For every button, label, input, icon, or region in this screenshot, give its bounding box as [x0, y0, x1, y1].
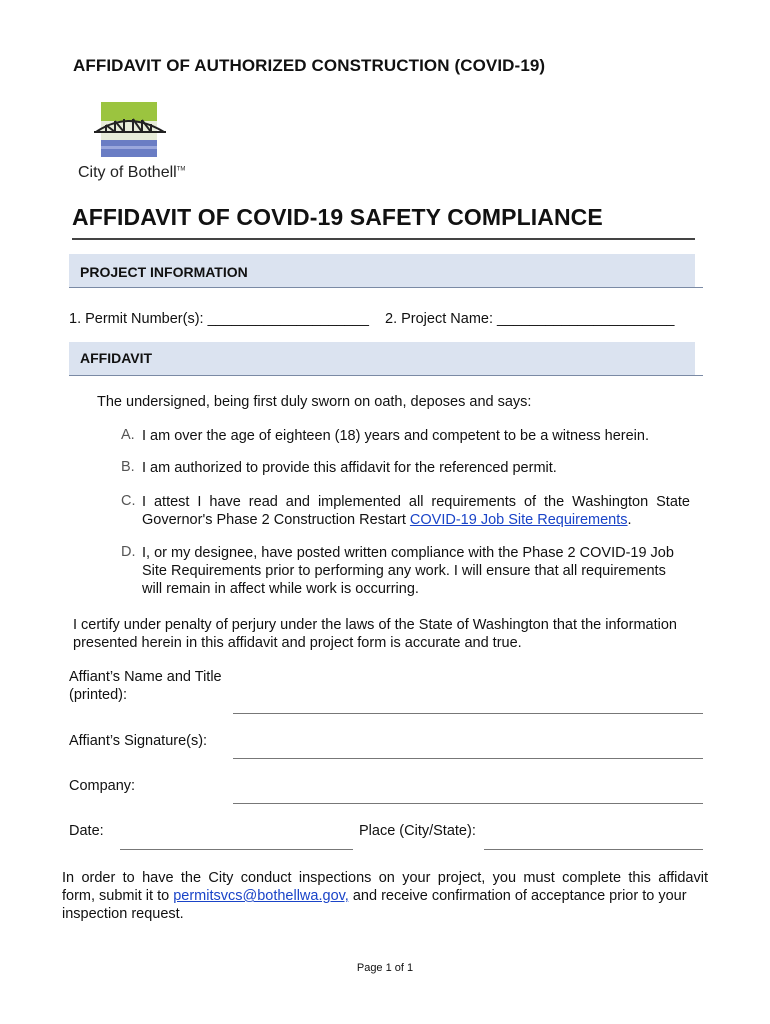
logo-green-block: [101, 102, 157, 121]
affidavit-divider: [69, 375, 703, 376]
permit-email-link[interactable]: permitsvcs@bothellwa.gov,: [173, 888, 349, 904]
item-b-letter: B.: [121, 459, 135, 475]
logo-text: City of Bothell™: [78, 164, 186, 181]
project-name-blank[interactable]: ______________________: [497, 311, 675, 327]
affidavit-band: [69, 342, 695, 375]
affidavit-heading: AFFIDAVIT: [80, 350, 153, 366]
covid-requirements-link[interactable]: COVID-19 Job Site Requirements: [409, 512, 628, 528]
notice-line1: In order to have the City conduct inspections on your project, you must complete this affidavit: [62, 870, 708, 886]
page-title: AFFIDAVIT OF COVID-19 SAFETY COMPLIANCE: [72, 204, 603, 230]
certify-line2: presented herein in this affidavit and project form is accurate and true.: [73, 635, 522, 651]
page-number: Page 1 of 1: [356, 962, 414, 974]
affiant-signature-line[interactable]: [233, 758, 703, 759]
affiant-signature-label: Affiant’s Signature(s):: [69, 733, 208, 749]
date-label: Date:: [69, 823, 104, 839]
form-header-title: AFFIDAVIT OF AUTHORIZED CONSTRUCTION (COVID-19): [73, 56, 546, 75]
item-c-letter: C.: [121, 493, 136, 509]
item-a-letter: A.: [121, 427, 135, 443]
item-c-line1: I attest I have read and implemented all requirements of the Washington State: [142, 494, 690, 510]
affidavit-intro: The undersigned, being first duly sworn on oath, deposes and says:: [97, 394, 532, 410]
item-b-text: I am authorized to provide this affidavit for the referenced permit.: [142, 460, 557, 476]
title-divider: [72, 238, 695, 240]
permit-number-blank[interactable]: ____________________: [207, 311, 369, 327]
item-d-line2: Site Requirements prior to performing any work. I will ensure that all requirements: [142, 563, 666, 579]
item-d-letter: D.: [121, 544, 136, 560]
project-info-heading: PROJECT INFORMATION: [80, 264, 248, 280]
affiant-name-label: Affiant’s Name and Title: [69, 669, 222, 685]
project-name-label: 2. Project Name:: [385, 311, 493, 327]
project-info-divider: [69, 287, 703, 288]
item-a-text: I am over the age of eighteen (18) years and competent to be a witness herein.: [142, 428, 649, 444]
certify-line1: I certify under penalty of perjury under the laws of the State of Washington that the information: [73, 617, 677, 633]
notice-line2: form, submit it to permitsvcs@bothellwa.gov, and receive confirmation of acceptance prior to your: [62, 888, 687, 904]
company-label: Company:: [69, 778, 136, 794]
place-label: Place (City/State):: [359, 823, 476, 839]
notice-line3: inspection request.: [62, 906, 184, 922]
company-line[interactable]: [233, 803, 703, 804]
project-name-field[interactable]: [385, 311, 674, 327]
date-line[interactable]: [120, 849, 353, 850]
permit-number-field[interactable]: [69, 311, 369, 327]
item-c-line2: Governor's Phase 2 Construction Restart COVID-19 Job Site Requirements.: [142, 512, 632, 528]
item-d-line3: will remain in affect while work is occurring.: [142, 581, 419, 597]
affiant-name-line[interactable]: [233, 713, 703, 714]
affiant-name-label-2: (printed):: [69, 687, 128, 703]
place-line[interactable]: [484, 849, 703, 850]
item-d-line1: I, or my designee, have posted written compliance with the Phase 2 COVID-19 Job: [142, 545, 674, 561]
permit-number-label: 1. Permit Number(s):: [69, 311, 204, 327]
trademark-mark: TM: [176, 166, 186, 173]
